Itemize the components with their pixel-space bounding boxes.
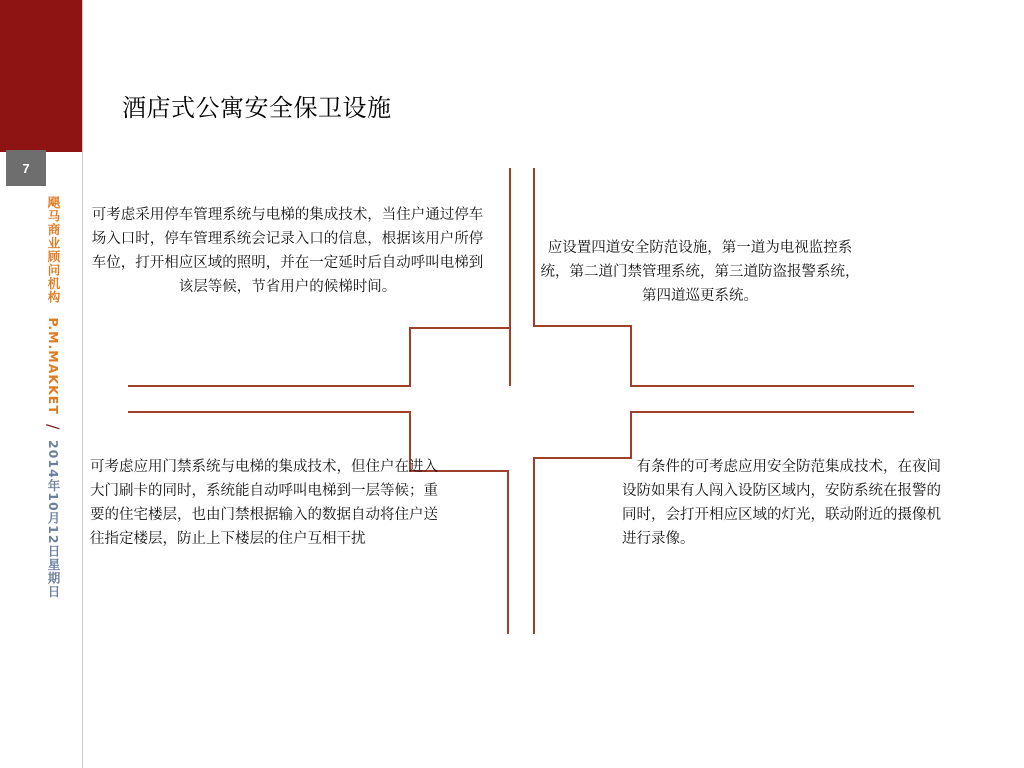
org-caption: 飓马商业顾问机构 P.M.MAKKET [46,196,61,415]
page-number: 7 [6,150,46,186]
divider-vertical-left-bottom [507,470,509,634]
divider-vertical-right-bottom [533,457,535,634]
slide-title: 酒店式公寓安全保卫设施 [122,94,392,122]
divider-vertical-right-mid-top [630,325,632,386]
side-caption [44,196,63,599]
divider-bottom-right-step [533,457,632,459]
divider-top-left-step [409,327,509,329]
divider-vertical-right-mid-bottom [630,411,632,458]
divider-horizontal-lower-right [630,411,914,413]
integrated-security-text: 有条件的可考虑应用安全防范集成技术，在夜间设防如果有人闯入设防区域内，安防系统在报警的同时，会打开相应区域的灯光，联动附近的摄像机进行录像。 [622,459,941,547]
divider-horizontal-upper-left [128,385,411,387]
divider-horizontal-upper-right [630,385,914,387]
caption-separator: / [44,424,63,431]
divider-top-right-step [533,325,631,327]
sidebar-red-block [0,0,82,152]
divider-horizontal-lower-left [128,411,411,413]
access-control-elevator-text: 可考虑应用门禁系统与电梯的集成技术，但住户在进入大门刷卡的同时，系统能自动呼叫电梯到一层等候；重要的住宅楼层，也由门禁根据输入的数据自动将住户送往指定楼层，防止上下楼层的住户互相干扰 [90,459,438,547]
divider-vertical-left-top [509,168,511,386]
divider-vertical-left-mid-top [409,327,411,386]
date-caption: 2014年10月12日星期日 [46,439,61,599]
four-security-layers-text: 应设置四道安全防范设施，第一道为电视监控系统，第二道门禁管理系统，第三道防盗报警系统，第四道巡更系统。 [540,240,860,304]
parking-elevator-text: 可考虑采用停车管理系统与电梯的集成技术，当住户通过停车场入口时，停车管理系统会记录入口的信息，根据该用户所停车位，打开相应区域的照明，并在一定延时后自动呼叫电梯到该层等候，节省用户的候梯时间。 [91,207,484,295]
